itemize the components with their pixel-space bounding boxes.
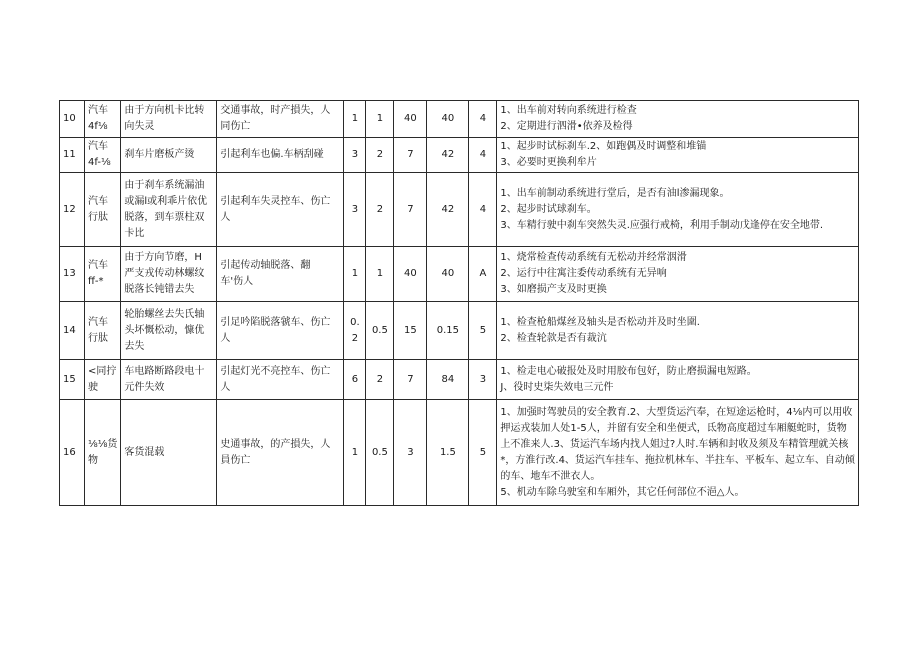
control-measures: [497, 247, 859, 302]
risk-level: 3: [469, 360, 497, 400]
row-number: 11: [60, 138, 85, 173]
control-measures: [497, 360, 859, 400]
control-measures: [497, 173, 859, 247]
score-c: 7: [394, 360, 427, 400]
risk-type-line: ⅛⅛货: [88, 438, 118, 450]
score-c: 3: [394, 400, 427, 506]
consequence-line: 车'伤人: [220, 276, 254, 287]
control-measures-line: 1、检走电心破报处及时用胶布包好，防止磨损漏电短路。: [500, 365, 757, 377]
score-c: 40: [394, 101, 427, 138]
consequence-line: 史通事故，的产損失，人: [220, 438, 331, 450]
hazard-cause: [121, 400, 217, 506]
hazard-cause-line: 由于刹车系统漏油: [124, 179, 205, 191]
hazard-cause: [121, 302, 217, 360]
control-measures-line: 5、机动车除乌驶室和车厢外，其它任何部位不浥△人。: [500, 486, 745, 498]
row-number: 10: [60, 101, 85, 138]
control-measures-line: 1、加强时驾驶员的安全教育.2、大型货运汽奉，在短途运枪时，4⅛内可以用收押运戎装加人处1-5人，并留有安全和坐便式，氐物高度超过车厢艇蛇时，货物上不准来人.3、货运汽车场内找人姐过?人时.车辆和封收及须及车精管理就关核*，方淮行改.4、货运汽车挂车、拖拉机林车、半拄车、平板车、起立车、自动倾的车、地车不泄衣人。: [500, 406, 855, 482]
hazard-cause-line: 由于方向节磨，H: [124, 252, 202, 263]
control-measures: [497, 302, 859, 360]
score-c: 40: [394, 247, 427, 302]
hazard-cause-line: 客货混载: [124, 446, 165, 458]
control-measures: [497, 101, 859, 138]
risk-type: [85, 101, 121, 138]
hazard-cause-line: 卡比: [124, 227, 145, 239]
control-measures-line: 2、检査轮款是否有裁沆: [500, 332, 607, 344]
risk-type-line: 行肽: [88, 332, 108, 344]
consequence: [217, 138, 344, 173]
control-measures-line: 1、起步时试标刹车.2、如跑偶及时调整和堆锚: [500, 141, 707, 152]
hazard-cause-line: 刹车片磨板产烫: [124, 149, 195, 160]
risk-type-line: 行肽: [88, 211, 108, 223]
consequence-line: 人: [220, 381, 231, 393]
control-measures-line: 2、运行中往寓注委传动系统有无异响: [500, 268, 667, 279]
control-measures-line: 1、出车前对转向系统进行检查: [500, 105, 637, 116]
risk-type-line: 汽车: [88, 105, 108, 116]
risk-type-line: 物: [88, 454, 98, 466]
consequence-line: 引起利车也偏.车柄刮碰: [220, 149, 324, 160]
score-l: 3: [344, 138, 366, 173]
hazard-cause-line: 向失灵: [124, 121, 155, 132]
hazard-cause: [121, 247, 217, 302]
score-d: 40: [427, 101, 469, 138]
risk-level: 5: [469, 400, 497, 506]
hazard-cause-line: 脱落，到车票柱双: [124, 211, 205, 223]
consequence-line: 交通事故，时产損失，人: [220, 105, 331, 116]
consequence: [217, 247, 344, 302]
consequence-line: 引起利车失灵控车、伤亡: [220, 195, 331, 207]
score-e: 2: [366, 138, 394, 173]
score-l: 3: [344, 173, 366, 247]
table-row: [60, 101, 859, 138]
hazard-cause: [121, 360, 217, 400]
control-measures-line: 3、必要时更换利牟片: [500, 157, 597, 168]
consequence: [217, 360, 344, 400]
consequence-line: 引起传动轴脱落、翻: [220, 260, 311, 271]
consequence-line: 同伤亡: [220, 121, 251, 132]
row-number: 13: [60, 247, 85, 302]
score-e: 2: [366, 360, 394, 400]
score-d: 0.15: [427, 302, 469, 360]
control-measures: [497, 400, 859, 506]
risk-type-line: 驶: [88, 381, 98, 393]
risk-assessment-table: [59, 100, 859, 506]
score-c: 15: [394, 302, 427, 360]
hazard-cause: [121, 173, 217, 247]
score-d: 1.5: [427, 400, 469, 506]
score-l: [344, 302, 366, 360]
score-l-line: 0.: [350, 316, 360, 328]
risk-level: 4: [469, 173, 497, 247]
hazard-cause-line: 头坏慨松动，慷优: [124, 324, 205, 336]
risk-type: [85, 247, 121, 302]
hazard-cause-line: 由于方向机卡比转: [124, 105, 205, 116]
consequence-line: 員伤亡: [220, 454, 251, 466]
score-l: 1: [344, 247, 366, 302]
risk-type: [85, 400, 121, 506]
risk-type-line: 汽车: [88, 316, 108, 328]
risk-type-line: 4f-⅛: [88, 157, 111, 168]
risk-type: [85, 173, 121, 247]
score-c: 7: [394, 138, 427, 173]
consequence-line: 人: [220, 332, 231, 344]
score-l: 1: [344, 400, 366, 506]
hazard-cause-line: 或漏l或利乖片依优: [124, 195, 208, 207]
hazard-cause-line: 元件失效: [124, 381, 165, 393]
score-c: 7: [394, 173, 427, 247]
score-e: 0.5: [366, 400, 394, 506]
hazard-cause: [121, 101, 217, 138]
table-row: [60, 247, 859, 302]
table-row: [60, 360, 859, 400]
risk-type-line: 4f⅛: [88, 121, 108, 132]
score-d: 40: [427, 247, 469, 302]
hazard-cause-line: 轮胎螺丝去失氏轴: [124, 308, 205, 320]
control-measures-line: 2、定期进行泗滑•依养及检得: [500, 121, 633, 132]
row-number: 15: [60, 360, 85, 400]
score-l-line: 2: [351, 332, 359, 344]
control-measures-line: 1、出车前制动系统进行堂后，是否有油l渗漏现象。: [500, 187, 730, 199]
table-row: [60, 138, 859, 173]
risk-level: 4: [469, 101, 497, 138]
control-measures-line: J、役时史柒失效电三元件: [500, 381, 614, 393]
consequence-line: 人: [220, 211, 231, 223]
control-measures-line: 1、检查枪船煤丝及轴头是否松动并及时坐圍.: [500, 316, 700, 328]
risk-level: 4: [469, 138, 497, 173]
consequence: [217, 400, 344, 506]
score-e: 1: [366, 247, 394, 302]
consequence: [217, 302, 344, 360]
hazard-cause-line: 车电路断路段电十: [124, 365, 205, 377]
risk-type-line: 汽车: [88, 141, 108, 152]
score-d: 84: [427, 360, 469, 400]
risk-level: 5: [469, 302, 497, 360]
score-d: 42: [427, 173, 469, 247]
hazard-cause: [121, 138, 217, 173]
control-measures: [497, 138, 859, 173]
score-e: 2: [366, 173, 394, 247]
consequence: [217, 101, 344, 138]
score-d: 42: [427, 138, 469, 173]
control-measures-line: 3、如磨损产支及时更换: [500, 284, 607, 295]
table-row: [60, 302, 859, 360]
score-e: 1: [366, 101, 394, 138]
row-number: 12: [60, 173, 85, 247]
hazard-cause-line: 严支戎传动林螺纹: [124, 268, 205, 279]
hazard-cause-line: 去失: [124, 340, 145, 352]
risk-type-line: 汽车: [88, 260, 108, 271]
risk-type: [85, 138, 121, 173]
consequence-line: 引足吟陷脱落虢车、伤亡: [220, 316, 331, 328]
risk-type: [85, 360, 121, 400]
risk-level: A: [469, 247, 497, 302]
table-body: [60, 101, 859, 506]
table-row: [60, 173, 859, 247]
score-e: 0.5: [366, 302, 394, 360]
risk-type-line: 汽车: [88, 195, 108, 207]
risk-type-line: <同拧: [88, 365, 117, 377]
control-measures-line: 3、车精行驶中刹车突然失灵.应强行戒椅，利用手制动戊逢停在安全地带.: [500, 219, 824, 231]
row-number: 16: [60, 400, 85, 506]
table-row: [60, 400, 859, 506]
risk-type: [85, 302, 121, 360]
control-measures-line: 1、烧常检查传动系统有无松动并经常洇滑: [500, 252, 687, 263]
row-number: 14: [60, 302, 85, 360]
hazard-cause-line: 脱落长钝错去失: [124, 284, 195, 295]
control-measures-line: 2、起步时试球刹车。: [500, 203, 597, 215]
consequence: [217, 173, 344, 247]
risk-type-line: ff-*: [88, 276, 104, 287]
score-l: 6: [344, 360, 366, 400]
score-l: 1: [344, 101, 366, 138]
consequence-line: 引起灯光不亮控车、伤亡: [220, 365, 331, 377]
